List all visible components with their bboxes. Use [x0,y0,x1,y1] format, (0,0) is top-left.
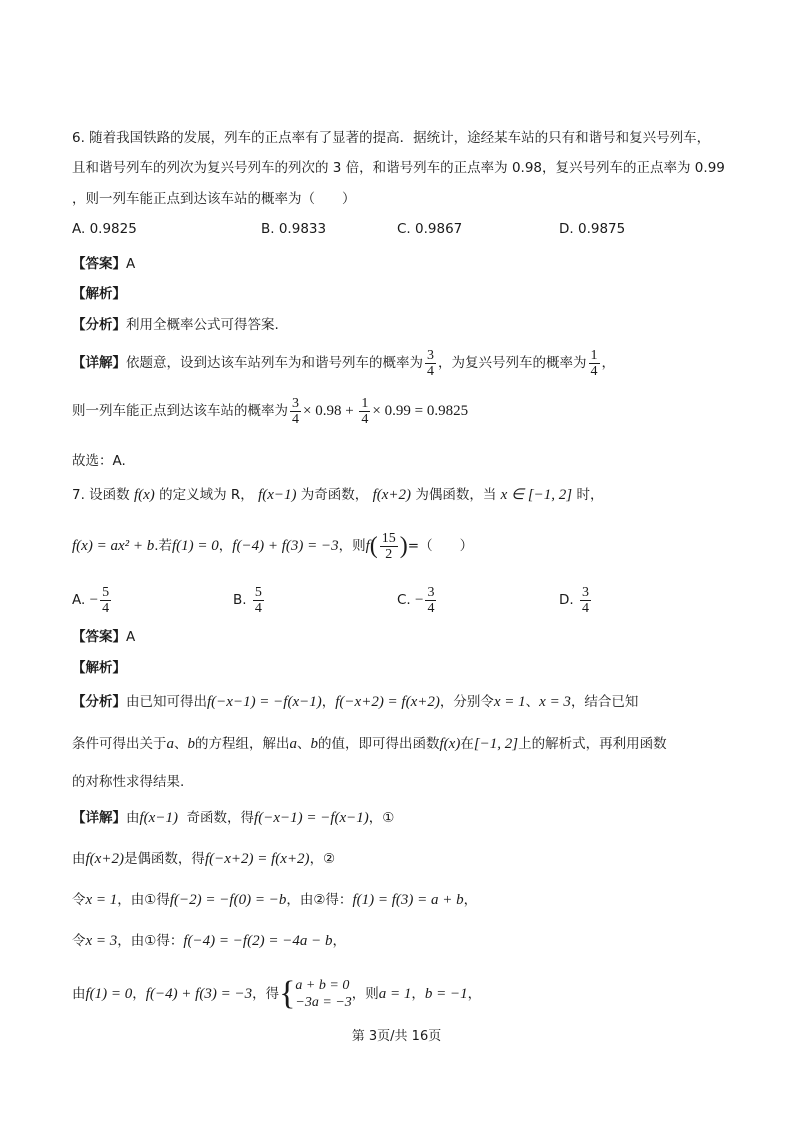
q7-answer: 【答案】A [72,629,136,645]
q6-analysis-tag: 【解析】 [72,286,126,302]
q7-analysis-tag: 【解析】 [72,660,126,676]
math-cond2: f(−4) + f(3) = −3 [232,538,339,554]
q7-option-c: C. − $\frac{3}{4}$ [397,584,435,616]
math-interval: x ∈ [−1, 2] [500,487,573,503]
q7-condition: f(x) = ax² + b.若f(1) = 0，f(−4) + f(3) = −3，则f( $\frac{15}{2}$ )=（ ） [72,530,474,562]
math-cond1: f(1) = 0 [172,538,219,554]
fenxi-tag: 【分析】 [72,317,126,333]
fraction-15-2: $\frac{15}{2}$ [381,530,396,562]
q7-xiangjie-line-1: 【详解】由f(x−1) 奇函数，得f(−x−1) = −f(x−1)，① [72,810,395,826]
fraction-3-4: $\frac{3}{4}$ [427,347,434,379]
fenxi-text: 利用全概率公式可得答案. [126,317,279,333]
fraction-1-4: $\frac{1}{4}$ [590,347,598,379]
q6-probability [72,394,468,428]
q6-xiangjie: 【详解】依题意，设到达该车站列车为和谐号列车的概率为 $\frac{3}{4}$ ，为复兴号列车的概率为 $\frac{1}{4}$ ， [72,347,615,379]
q7-xiangjie-line-5: 由f(1) = 0，f(−4) + f(3) = −3，得 { a + b = 0 −3a = −3 ，则a = 1，b = −1， [72,975,482,1012]
q6-option-c: C. 0.9867 [397,221,463,237]
math-fxm1: f(x−1) [258,487,297,503]
q6-option-a: A. 0.9825 [72,221,137,237]
prob-text: 则一列车能正点到达该车站的概率为 [72,403,288,419]
q7-intro: 7. 设函数 f(x) 的定义域为 R， f(x−1) 为奇函数， f(x+2) 为偶函数，当 x ∈ [−1, 2] 时， [72,487,604,503]
prob-formula-a: × 0.98 + [303,403,358,419]
q6-answer [72,254,135,274]
q7-fenxi-line-2: 条件可得出关于a、b的方程组，解出a、b的值，即可得出函数f(x)在[−1, 2]上的解析式，再利用函数 [72,736,667,752]
q7-option-b: B. $\frac{5}{4}$ [233,584,262,616]
prob-formula-b: × 0.99 = 0.9825 [372,403,469,419]
math-fx: f(x) [133,487,155,503]
fraction-1-4: $\frac{1}{4}$ [361,395,369,427]
q7-xiangjie-line-3: 令x = 1，由①得f(−2) = −f(0) = −b，由②得：f(1) = f(3) = a + b， [72,892,478,908]
q6-option-b: B. 0.9833 [261,221,327,237]
q6-line-3: ，则一列车能正点到达该车站的概率为（ ） [72,191,356,207]
math-fxp2: f(x+2) [372,487,412,503]
page-footer: 第 3页/共 16页 [351,1029,442,1044]
answer-value: A [126,256,136,272]
q7-fenxi-line-3: 的对称性求得结果. [72,774,185,790]
q6-fenxi [72,315,279,335]
xiangjie-text-b: ，为复兴号列车的概率为 [438,355,587,371]
math-def: f(x) = ax² + b [72,538,155,554]
xiangjie-text-a: 依题意，设到达该车站列车为和谐号列车的概率为 [126,355,423,371]
q7-xiangjie-line-4: 令x = 3，由①得：f(−4) = −f(2) = −4a − b， [72,933,346,949]
xiangjie-tag: 【详解】 [72,355,126,371]
q6-conclusion: 故选：A. [72,453,126,469]
q7-option-d: D. $\frac{3}{4}$ [559,584,589,616]
answer-tag: 【答案】 [72,256,126,272]
equation-system: { a + b = 0 −3a = −3 [279,975,352,1012]
q7-xiangjie-line-2: 由f(x+2)是偶函数，得f(−x+2) = f(x+2)，② [72,851,336,867]
fraction-3-4: $\frac{3}{4}$ [292,395,299,427]
q6-line-2: 且和谐号列车的列次为复兴号列车的列次的 3 倍，和谐号列车的正点率为 0.98，复兴号列车的正点率为 0.99 [72,160,725,176]
q6-option-d: D. 0.9875 [559,221,626,237]
q6-line-1: 6. 随着我国铁路的发展，列车的正点率有了显著的提高．据统计，途经某车站的只有和谐号和复兴号列车， [72,130,711,146]
q7-fenxi-line-1: 【分析】由已知可得出f(−x−1) = −f(x−1)，f(−x+2) = f(x+2)，分别令x = 1、x = 3，结合已知 [72,694,639,710]
q7-option-a: A. − $\frac{5}{4}$ [72,584,110,616]
